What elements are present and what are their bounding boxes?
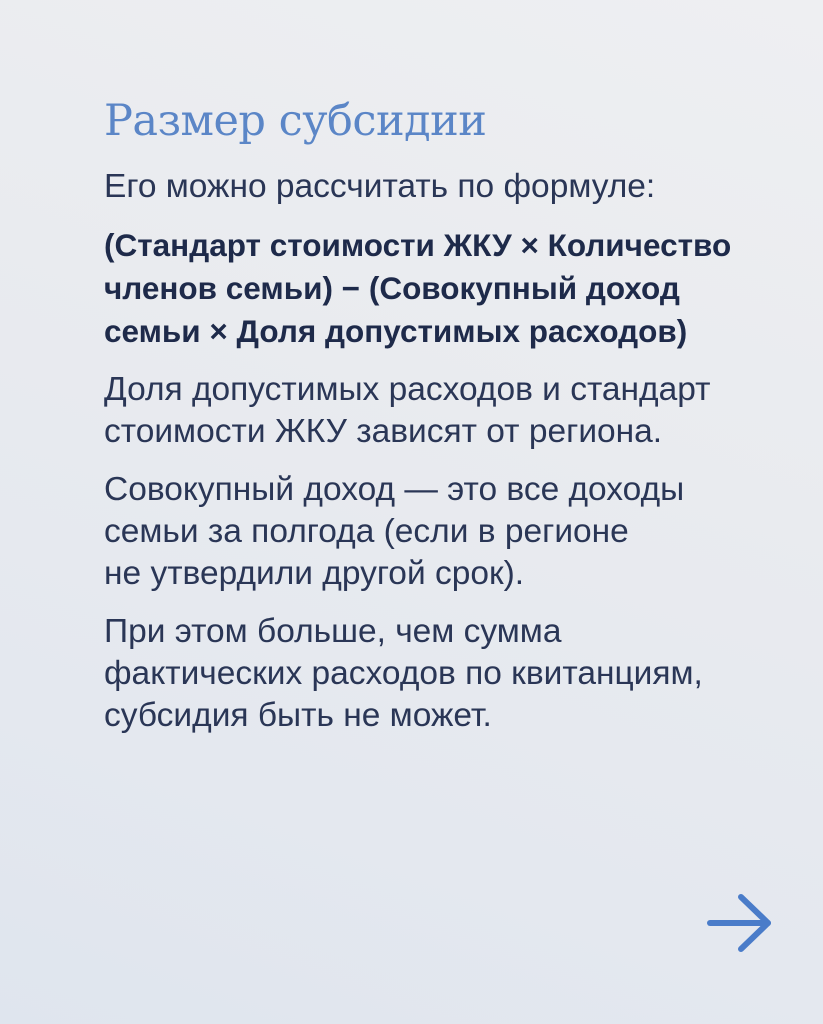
intro-text: Его можно рассчитать по формуле: [104, 168, 656, 205]
limit-paragraph [104, 611, 784, 737]
slide-title: Размер субсидии [104, 96, 487, 146]
paragraph-line: Доля допустимых расходов и стандарт [104, 371, 711, 408]
slide-content [104, 166, 784, 753]
paragraph-line: Совокупный доход — это все доходы [104, 471, 685, 508]
total-income-paragraph [104, 469, 784, 595]
paragraph-line: субсидия быть не может. [104, 697, 492, 734]
paragraph-line: стоимости ЖКУ зависят от региона. [104, 413, 663, 450]
formula [104, 224, 784, 353]
paragraph-line: При этом больше, чем сумма [104, 613, 562, 650]
paragraph-line: семьи за полгода (если в регионе [104, 513, 629, 550]
paragraph-line: фактических расходов по квитанциям, [104, 655, 703, 692]
formula-line: членов семьи) − (Совокупный доход [104, 270, 680, 306]
formula-line: (Стандарт стоимости ЖКУ × Количество [104, 227, 732, 263]
formula-line: семьи × Доля допустимых расходов) [104, 313, 688, 349]
paragraph-line: не утвердили другой срок). [104, 555, 525, 592]
expenses-share-paragraph [104, 369, 784, 453]
arrow-right-icon[interactable] [706, 892, 774, 954]
